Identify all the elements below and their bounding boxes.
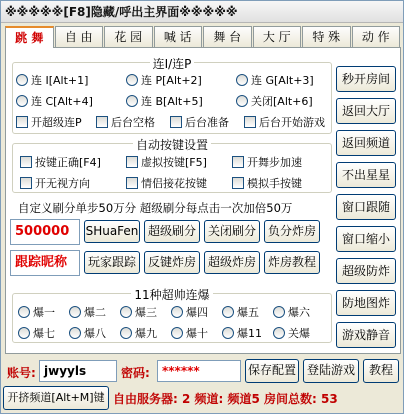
burst-3-radio[interactable]: 爆三 xyxy=(120,304,171,320)
stop-refresh-button[interactable]: 关闭刷分 xyxy=(204,220,260,243)
radio-icon xyxy=(236,95,248,107)
burst-11-radio[interactable]: 爆11 xyxy=(222,325,273,341)
radio-icon xyxy=(120,306,132,318)
burst-6-radio[interactable]: 爆六 xyxy=(273,304,310,320)
radio-icon xyxy=(126,95,138,107)
connect-off-radio[interactable]: 关闭[Alt+6] xyxy=(236,93,313,109)
super-refresh-button[interactable]: 超级刷分 xyxy=(144,220,200,243)
burst-5-radio[interactable]: 爆五 xyxy=(222,304,273,320)
radio-icon xyxy=(120,327,132,339)
checkbox-icon xyxy=(20,156,32,168)
bomb-tutorial-button[interactable]: 炸房教程 xyxy=(264,251,320,274)
checkbox-icon xyxy=(96,116,108,128)
background-ready-check[interactable]: 后台准备 xyxy=(170,114,244,130)
window-follow-button[interactable]: 窗口跟随 xyxy=(336,194,396,220)
radio-icon xyxy=(222,306,234,318)
simulate-hand-check[interactable]: 模拟手按键 xyxy=(232,175,302,191)
window-title: ※※※※※[F8]隐藏/呼出主界面※※※※※ xyxy=(1,1,403,23)
radio-icon xyxy=(16,74,28,86)
checkbox-icon xyxy=(232,177,244,189)
burst-7-radio[interactable]: 爆七 xyxy=(18,325,69,341)
player-track-button[interactable]: 玩家跟踪 xyxy=(84,251,140,274)
account-input[interactable]: jwyyls xyxy=(39,360,117,382)
radio-icon xyxy=(171,327,183,339)
tab-bar xyxy=(5,26,401,48)
checkbox-icon xyxy=(20,177,32,189)
burst-10-radio[interactable]: 爆十 xyxy=(171,325,222,341)
login-game-button[interactable]: 登陆游戏 xyxy=(303,359,359,383)
radio-icon xyxy=(18,306,30,318)
anti-map-bomb-button[interactable]: 防地图炸 xyxy=(336,290,396,316)
tab-dance[interactable]: 跳 舞 xyxy=(5,26,54,48)
track-nickname-input[interactable]: 跟踪昵称 xyxy=(10,250,80,276)
radio-icon xyxy=(273,306,285,318)
no-stars-button[interactable]: 不出星星 xyxy=(336,162,396,188)
radio-icon xyxy=(69,327,81,339)
tab-action[interactable]: 动 作 xyxy=(352,26,401,47)
refresh-value-input[interactable]: 500000 xyxy=(10,219,80,245)
shuafen-button[interactable]: SHuaFen xyxy=(84,220,140,243)
reverse-key-bomb-button[interactable]: 反键炸房 xyxy=(144,251,200,274)
tab-shout[interactable]: 喊 话 xyxy=(154,26,203,47)
super-bomb-button[interactable]: 超级炸房 xyxy=(204,251,260,274)
account-label: 账号: xyxy=(7,366,36,380)
open-channel-button[interactable]: 开挤频道[Alt+M]键 xyxy=(3,386,109,410)
burst-9-radio[interactable]: 爆九 xyxy=(120,325,171,341)
auto-keys-group-title: 自动按键设置 xyxy=(133,138,211,152)
checkbox-icon xyxy=(126,177,138,189)
tab-hall[interactable]: 大 厅 xyxy=(253,26,302,47)
burst-off-radio[interactable]: 关爆 xyxy=(273,325,310,341)
refresh-info: 自定义刷分单步50万分 超级刷分每点击一次加倍50万 xyxy=(18,201,293,215)
super-connect-p-check[interactable]: 开超级连P xyxy=(16,114,96,130)
radio-icon xyxy=(171,306,183,318)
checkbox-icon xyxy=(126,156,138,168)
couple-flower-check[interactable]: 情侣接花按键 xyxy=(126,175,232,191)
connect-group-title: 连I/连P xyxy=(150,57,195,71)
server-status: 自由服务器: 2 频道: 频道5 房间总数: 53 xyxy=(113,392,338,406)
password-label: 密码: xyxy=(121,366,150,380)
tab-special[interactable]: 特 殊 xyxy=(302,26,351,47)
return-hall-button[interactable]: 返回大厅 xyxy=(336,98,396,124)
password-input[interactable]: ****** xyxy=(157,360,241,382)
connect-c-radio[interactable]: 连 C[Alt+4] xyxy=(16,93,126,109)
radio-icon xyxy=(69,306,81,318)
checkbox-icon xyxy=(244,116,256,128)
burst-8-radio[interactable]: 爆八 xyxy=(69,325,120,341)
burst-4-radio[interactable]: 爆四 xyxy=(171,304,222,320)
connect-p-radio[interactable]: 连 P[Alt+2] xyxy=(126,72,236,88)
burst-1-radio[interactable]: 爆一 xyxy=(18,304,69,320)
checkbox-icon xyxy=(16,116,28,128)
quick-open-room-button[interactable]: 秒开房间 xyxy=(336,66,396,92)
negative-score-bomb-button[interactable]: 负分炸房 xyxy=(264,220,320,243)
return-channel-button[interactable]: 返回频道 xyxy=(336,130,396,156)
background-space-check[interactable]: 后台空格 xyxy=(96,114,170,130)
dance-accel-check[interactable]: 开舞步加速 xyxy=(232,154,302,170)
save-config-button[interactable]: 保存配置 xyxy=(245,359,299,383)
checkbox-icon xyxy=(170,116,182,128)
virtual-key-check[interactable]: 虚拟按键[F5] xyxy=(126,154,232,170)
radio-icon xyxy=(16,95,28,107)
window-shrink-button[interactable]: 窗口缩小 xyxy=(336,226,396,252)
bursts-group-title: 11种超帅连爆 xyxy=(131,288,212,302)
connect-b-radio[interactable]: 连 B[Alt+5] xyxy=(126,93,236,109)
background-start-check[interactable]: 后台开始游戏 xyxy=(244,114,325,130)
tab-stage[interactable]: 舞 台 xyxy=(203,26,252,47)
tab-panel xyxy=(5,48,401,354)
ignore-direction-check[interactable]: 开无视方向 xyxy=(20,175,126,191)
connect-i-radio[interactable]: 连 I[Alt+1] xyxy=(16,72,126,88)
burst-2-radio[interactable]: 爆二 xyxy=(69,304,120,320)
game-mute-button[interactable]: 游戏静音 xyxy=(336,322,396,348)
checkbox-icon xyxy=(232,156,244,168)
correct-key-check[interactable]: 按键正确[F4] xyxy=(20,154,126,170)
radio-icon xyxy=(273,327,285,339)
super-anti-bomb-button[interactable]: 超级防炸 xyxy=(336,258,396,284)
tab-garden[interactable]: 花 园 xyxy=(104,26,153,47)
tab-free[interactable]: 自 由 xyxy=(55,26,104,47)
radio-icon xyxy=(126,74,138,86)
radio-icon xyxy=(18,327,30,339)
radio-icon xyxy=(222,327,234,339)
connect-g-radio[interactable]: 连 G[Alt+3] xyxy=(236,72,314,88)
radio-icon xyxy=(236,74,248,86)
tutorial-button[interactable]: 教程 xyxy=(363,359,399,383)
